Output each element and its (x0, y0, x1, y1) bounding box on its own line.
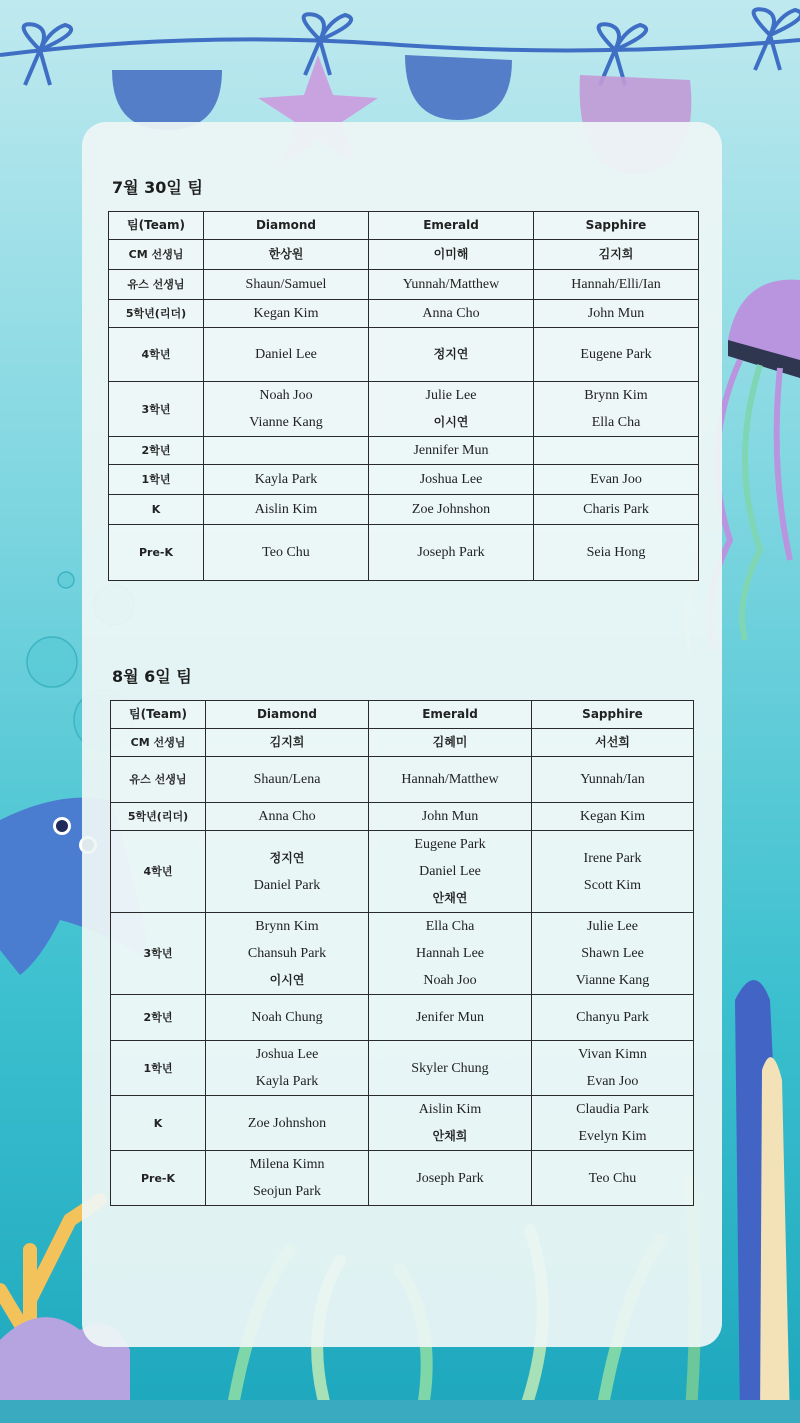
member-name: Hannah/Matthew (401, 772, 499, 787)
team-cell (532, 913, 694, 995)
team-cell (534, 270, 699, 300)
member-name: 김지희 (598, 247, 634, 261)
table-row (109, 437, 699, 465)
team-cell (369, 437, 534, 465)
bunting-flag (405, 55, 512, 120)
member-name: Jenifer Mun (415, 1010, 485, 1025)
row-label: 유스 선생님 (111, 757, 206, 803)
row-label: 4학년 (111, 831, 206, 913)
table-row (109, 300, 699, 328)
section-title: 7월 30일 팀 (112, 178, 203, 197)
row-label: 1학년 (111, 1041, 206, 1096)
member-name: Aislin Kim (418, 1102, 482, 1117)
member-name: Hannah Lee (415, 946, 485, 961)
bunting-string (0, 39, 800, 55)
table-row (111, 995, 694, 1041)
table-row (111, 803, 694, 831)
table-row (111, 831, 694, 913)
member-name: Kayla Park (254, 472, 318, 487)
team-table-august-6 (110, 700, 694, 1206)
member-name: Anna Cho (258, 809, 316, 824)
member-name: 이시연 (269, 973, 305, 987)
member-name: Yunnah/Matthew (402, 277, 500, 292)
header-diamond: Diamond (206, 701, 369, 729)
team-cell (206, 913, 369, 995)
team-cell (206, 1096, 369, 1151)
member-name: Noah Chung (251, 1010, 323, 1025)
bunting-flag (112, 70, 222, 130)
member-name: Kegan Kim (253, 306, 319, 321)
member-name: Eugene Park (414, 837, 486, 852)
team-cell (534, 328, 699, 382)
header-team: 팀(Team) (111, 701, 206, 729)
row-label: K (111, 1096, 206, 1151)
member-name: Noah Joo (423, 973, 477, 988)
row-label: 4학년 (109, 328, 204, 382)
header-team: 팀(Team) (109, 212, 204, 240)
member-name: 안채연 (432, 891, 468, 905)
member-name: 안채희 (432, 1129, 468, 1143)
member-name: Seojun Park (252, 1184, 322, 1199)
member-name: 김혜미 (432, 735, 468, 749)
kelp-icon (760, 1057, 790, 1423)
member-name: 정지연 (433, 347, 469, 361)
row-label: 유스 선생님 (109, 270, 204, 300)
table-row (111, 1096, 694, 1151)
team-cell (534, 437, 699, 465)
member-name: Shaun/Samuel (245, 277, 327, 292)
team-cell (532, 1041, 694, 1096)
team-cell (534, 525, 699, 581)
member-name: Seia Hong (586, 545, 646, 560)
header-sapphire: Sapphire (532, 701, 694, 729)
member-name: Julie Lee (425, 388, 477, 403)
team-cell (206, 757, 369, 803)
member-name: Anna Cho (422, 306, 480, 321)
team-cell (369, 831, 532, 913)
header-emerald: Emerald (369, 701, 532, 729)
row-label: 3학년 (111, 913, 206, 995)
member-name: Teo Chu (588, 1170, 637, 1186)
table-row (109, 465, 699, 495)
member-name: Shaun/Lena (253, 772, 321, 787)
team-cell (532, 831, 694, 913)
member-name: Irene Park (583, 850, 642, 866)
member-name: Joseph Park (417, 545, 485, 560)
member-name: Ella Cha (425, 919, 475, 934)
team-cell (369, 913, 532, 995)
team-cell (206, 1041, 369, 1096)
member-name: Kayla Park (255, 1074, 319, 1089)
table-row (111, 913, 694, 995)
team-cell (369, 757, 532, 803)
section-title: 8월 6일 팀 (112, 667, 192, 686)
member-name: Chanyu Park (576, 1010, 649, 1025)
team-cell (206, 803, 369, 831)
member-name: John Mun (421, 809, 479, 824)
member-name: Vianne Kang (249, 415, 323, 430)
member-name: Zoe Johnshon (411, 502, 491, 517)
member-name: Kegan Kim (580, 809, 645, 824)
team-cell (369, 1151, 532, 1206)
team-cell (369, 465, 534, 495)
team-cell (532, 995, 694, 1041)
row-label: K (109, 495, 204, 525)
team-cell (204, 465, 369, 495)
team-cell (204, 437, 369, 465)
table-row (109, 382, 699, 437)
member-name: Vianne Kang (575, 973, 650, 988)
member-name: Evelyn Kim (578, 1129, 647, 1144)
table-row (109, 328, 699, 382)
table-row (111, 1041, 694, 1096)
team-cell (369, 525, 534, 581)
team-cell (369, 270, 534, 300)
member-name: Joseph Park (416, 1170, 484, 1186)
member-name: Teo Chu (262, 545, 310, 560)
header-diamond: Diamond (204, 212, 369, 240)
table-row (109, 525, 699, 581)
table-row (111, 729, 694, 757)
team-cell (206, 729, 369, 757)
table-header-row (109, 212, 699, 240)
team-cell (204, 525, 369, 581)
member-name: Hannah/Elli/Ian (571, 277, 661, 292)
member-name: Brynn Kim (584, 388, 648, 403)
team-cell (534, 465, 699, 495)
team-cell (532, 803, 694, 831)
member-name: Scott Kim (583, 877, 642, 893)
team-cell (534, 240, 699, 270)
member-name: Noah Joo (259, 388, 313, 403)
member-name: 이미해 (433, 247, 469, 261)
team-cell (204, 495, 369, 525)
team-cell (532, 757, 694, 803)
member-name: Skyler Chung (411, 1060, 489, 1076)
team-cell (369, 995, 532, 1041)
member-name: Milena Kimn (249, 1157, 325, 1172)
team-cell (204, 328, 369, 382)
team-cell (204, 240, 369, 270)
member-name: Ella Cha (591, 415, 641, 430)
member-name: Charis Park (583, 502, 649, 517)
row-label: Pre-K (109, 525, 204, 581)
table-row (109, 270, 699, 300)
member-name: Joshua Lee (255, 1047, 319, 1062)
table-row (111, 1151, 694, 1206)
row-label: Pre-K (111, 1151, 206, 1206)
team-cell (532, 1096, 694, 1151)
row-label: 5학년(리더) (111, 803, 206, 831)
member-name: Brynn Kim (255, 919, 319, 934)
team-cell (534, 495, 699, 525)
member-name: Joshua Lee (419, 472, 483, 487)
team-cell (369, 300, 534, 328)
team-cell (204, 270, 369, 300)
table-header-row (111, 701, 694, 729)
team-cell (369, 495, 534, 525)
row-label: 1학년 (109, 465, 204, 495)
member-name: 정지연 (269, 850, 305, 865)
team-cell (369, 1096, 532, 1151)
member-name: 한상원 (268, 247, 304, 261)
table-row (111, 757, 694, 803)
team-cell (369, 328, 534, 382)
team-cell (534, 382, 699, 437)
row-label: CM 선생님 (109, 240, 204, 270)
member-name: Aislin Kim (254, 502, 318, 517)
member-name: 서선희 (595, 735, 630, 749)
team-cell (369, 729, 532, 757)
team-cell (532, 1151, 694, 1206)
member-name: John Mun (587, 306, 645, 321)
row-label: CM 선생님 (111, 729, 206, 757)
member-name: 김지희 (269, 735, 305, 749)
row-label: 5학년(리더) (109, 300, 204, 328)
team-cell (369, 240, 534, 270)
row-label: 2학년 (111, 995, 206, 1041)
member-name: Evan Joo (590, 472, 642, 487)
member-name: Daniel Lee (419, 864, 481, 879)
header-emerald: Emerald (369, 212, 534, 240)
team-cell (206, 1151, 369, 1206)
member-name: Jennifer Mun (413, 443, 489, 458)
member-name: Eugene Park (580, 347, 652, 362)
team-cell (369, 1041, 532, 1096)
member-name: Claudia Park (576, 1102, 649, 1117)
member-name: Zoe Johnshon (247, 1115, 327, 1131)
row-label: 2학년 (109, 437, 204, 465)
team-cell (532, 729, 694, 757)
table-row (109, 240, 699, 270)
row-label: 3학년 (109, 382, 204, 437)
team-cell (369, 803, 532, 831)
team-cell (369, 382, 534, 437)
team-table-july-30 (108, 211, 699, 581)
table-row (109, 495, 699, 525)
header-sapphire: Sapphire (534, 212, 699, 240)
team-cell (204, 300, 369, 328)
member-name: Shawn Lee (581, 946, 644, 961)
member-name: Julie Lee (587, 919, 638, 934)
member-name: Vivan Kimn (578, 1047, 647, 1062)
team-cell (534, 300, 699, 328)
seabed (0, 1400, 800, 1423)
member-name: Daniel Lee (255, 347, 317, 362)
team-cell (206, 831, 369, 913)
team-cell (204, 382, 369, 437)
member-name: Yunnah/Ian (580, 772, 645, 787)
member-name: Chansuh Park (247, 946, 327, 961)
team-cell (206, 995, 369, 1041)
member-name: 이시연 (433, 415, 469, 429)
member-name: Evan Joo (586, 1074, 639, 1089)
member-name: Daniel Park (253, 877, 321, 893)
